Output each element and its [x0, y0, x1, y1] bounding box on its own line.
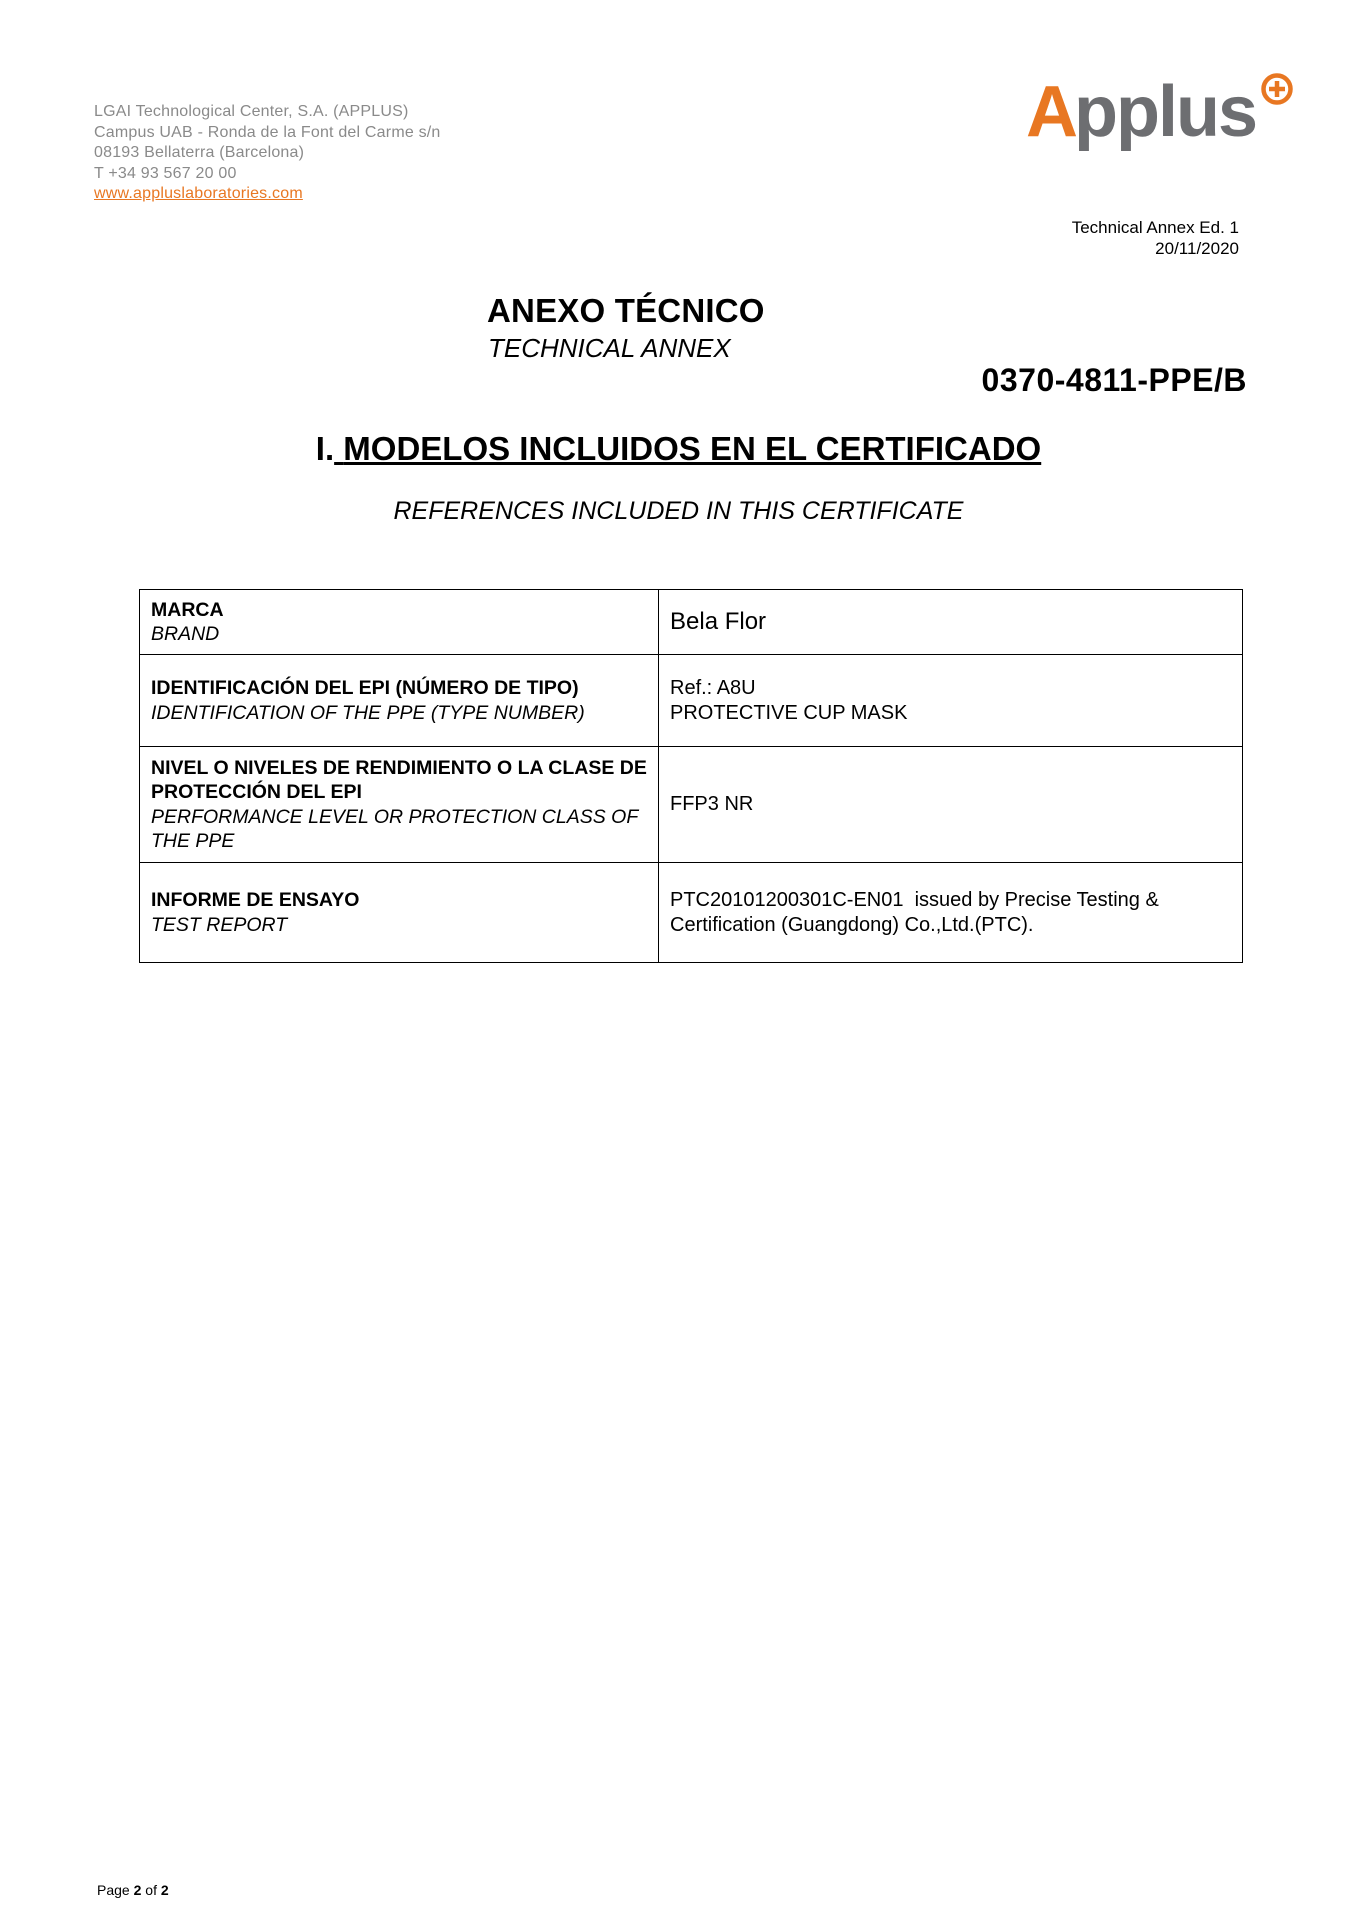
address-line-company: LGAI Technological Center, S.A. (APPLUS)	[94, 103, 409, 120]
page-current: 2	[133, 1882, 142, 1898]
section-title-label: MODELOS INCLUIDOS EN EL CERTIFICADO	[343, 430, 1042, 467]
document-title-en: TECHNICAL ANNEX	[488, 333, 731, 363]
label-cell	[140, 590, 659, 655]
table-row-identification	[140, 655, 1243, 747]
annex-date: 20/11/2020	[1155, 239, 1239, 258]
models-table	[139, 589, 1243, 963]
label-cell	[140, 863, 659, 963]
label-en: BRAND	[151, 623, 220, 645]
label-es: IDENTIFICACIÓN DEL EPI (NÚMERO DE TIPO)	[151, 677, 579, 699]
section-title	[0, 430, 1357, 468]
page-total: 2	[160, 1882, 169, 1898]
address-line-city: 08193 Bellaterra (Barcelona)	[94, 144, 305, 161]
page-word: Page	[97, 1882, 130, 1898]
table-row-brand	[140, 590, 1243, 655]
document-title-es: ANEXO TÉCNICO	[487, 292, 765, 329]
value-reference: Ref.: A8U	[670, 677, 756, 699]
value-cell	[659, 747, 1243, 863]
label-es: MARCA	[151, 598, 224, 621]
value-cell	[659, 863, 1243, 963]
value-brand: Bela Flor	[670, 607, 767, 635]
value-cell	[659, 590, 1243, 655]
label-en: IDENTIFICATION OF THE PPE (TYPE NUMBER)	[151, 701, 585, 724]
label-es: INFORME DE ENSAYO	[151, 889, 360, 911]
company-address	[94, 102, 441, 205]
label-en: PERFORMANCE LEVEL OR PROTECTION CLASS OF THE PPE	[151, 805, 638, 852]
section-number: I.	[315, 430, 335, 467]
plus-circle-icon	[1264, 76, 1291, 103]
value-type: PROTECTIVE CUP MASK	[670, 701, 908, 724]
website-link[interactable]: www.appluslaboratories.com	[94, 185, 303, 202]
address-line-phone: T +34 93 567 20 00	[94, 164, 237, 182]
address-line-street: Campus UAB - Ronda de la Font del Carme s/n	[94, 123, 441, 141]
certificate-number: 0370-4811-PPE/B	[981, 362, 1247, 398]
value-protection-class: FFP3 NR	[670, 793, 754, 816]
value-report-line-2: Certification (Guangdong) Co.,Ltd.(PTC).	[670, 913, 1034, 936]
table-row-performance	[140, 747, 1243, 863]
section-title-text	[334, 430, 1041, 467]
value-cell	[659, 655, 1243, 747]
label-cell	[140, 655, 659, 747]
page-of: of	[145, 1882, 157, 1898]
value-report-line-1: PTC20101200301C-EN01 issued by Precise Testing &	[670, 889, 1159, 911]
label-es: NIVEL O NIVELES DE RENDIMIENTO O LA CLASE DE PROTECCIÓN DEL EPI	[151, 756, 647, 803]
label-cell	[140, 747, 659, 863]
section-subtitle: REFERENCES INCLUDED IN THIS CERTIFICATE	[393, 497, 964, 525]
applus-logo	[1026, 72, 1298, 164]
page-footer	[97, 1882, 169, 1898]
applus-logo-graphic	[1026, 72, 1298, 164]
logo-letters-pplus: pplus	[1074, 72, 1256, 152]
table-row-test-report	[140, 863, 1243, 963]
annex-edition-block	[1072, 217, 1239, 259]
label-en: TEST REPORT	[151, 913, 288, 936]
logo-letter-a: A	[1026, 72, 1076, 152]
annex-edition: Technical Annex Ed. 1	[1071, 218, 1239, 237]
